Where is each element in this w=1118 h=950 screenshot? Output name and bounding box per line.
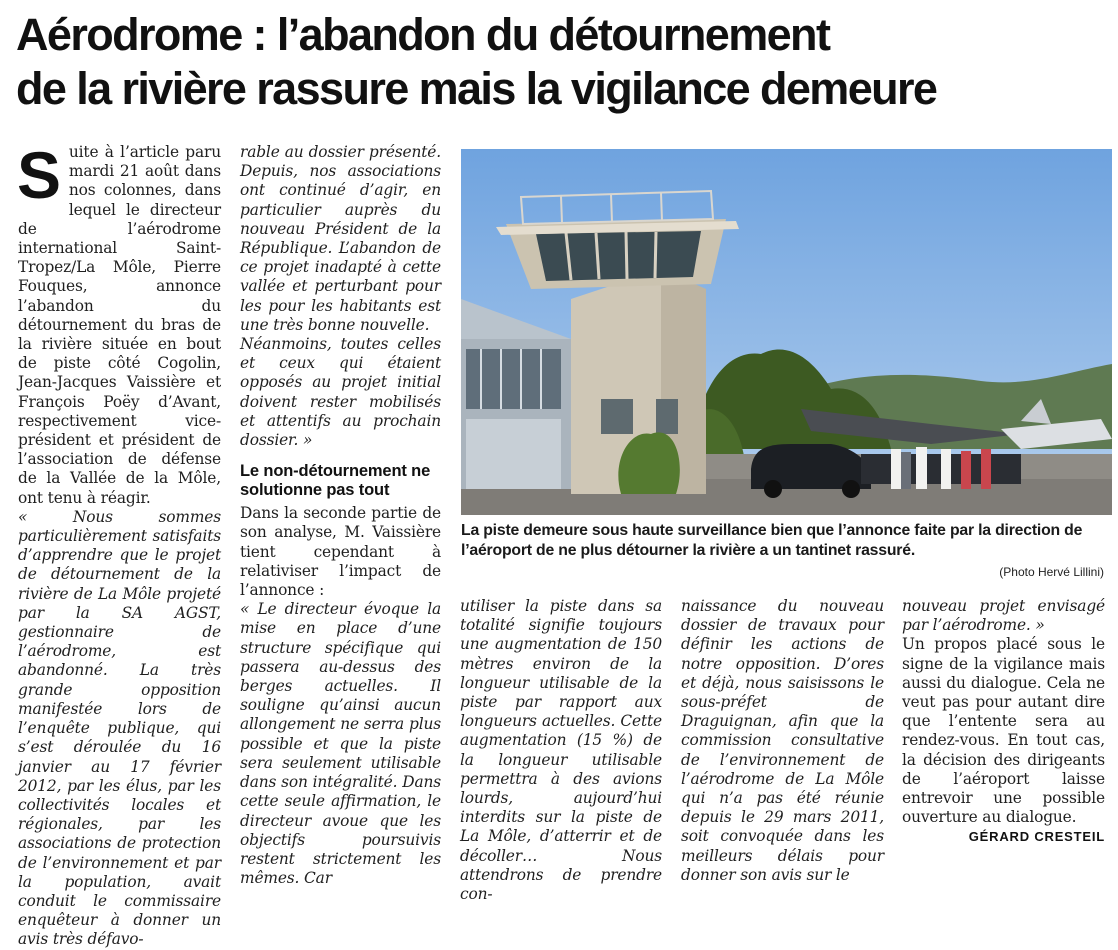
quote-paragraph-3-continued-2: naissance du nouveau dossier de travaux pour définir les actions de notre opposition. D’ores et déjà, nous saisissons le sous-préfet de Draguignan, afin que la commission consultative de l’environnement de l’aérodrome de La Môle qui n’a pas été réunie depuis le 29 mars 2011, soit convoquée dans les meilleurs délais pour donner son avis sur le — [681, 597, 884, 884]
article-column-5 — [902, 597, 1105, 847]
subheading: Le non-détournement ne solutionne pas tout — [240, 462, 431, 500]
analysis-paragraph: Dans la seconde partie de son analyse, M. Vaissière tient cependant à relativiser l’impact de l’annonce : — [240, 504, 441, 600]
quote-paragraph-1: « Nous sommes particulièrement satisfaits d’apprendre que le projet de détournement de la rivière de La Môle projeté par la SA AGST, gestionnaire de l’aérodrome, est abandonné. La très grande opposition manifestée lors de l’enquête publique, qui s’est déroulée du 16 janvier au 17 février 2012, par les élus, par les collectivités locales et régionales, par les associations de protection de l’environnement et par la population, avait conduit le commissaire enquêteur à donner un avis très défavo- — [18, 507, 221, 949]
photo-credit: (Photo Hervé Lillini) — [999, 565, 1104, 579]
quote-paragraph-3-continued: utiliser la piste dans sa totalité signifie toujours une augmentation de 150 mètres environ de la longueur utilisable de la piste par rapport aux longueurs actuelles. Cette augmentation (15 %) de la longueur utilisable permettra à des avions lourds, aujourd’hui interdits sur la piste de La Môle, d’atterrir et de décoller… Nous attendrons de prendre con- — [460, 597, 662, 904]
headline — [16, 8, 1114, 116]
photo-caption: La piste demeure sous haute surveillance bien que l’annonce faite par la direction de l’aéroport de ne plus détourner la rivière a un tantinet rassuré. — [461, 522, 1083, 559]
photo-illustration — [461, 149, 1112, 515]
headline-line-1: Aérodrome : l’abandon du détournement — [16, 9, 830, 60]
quote-paragraph-3-end: nouveau projet envisagé par l’aérodrome. » — [902, 597, 1105, 635]
control-tower-photo — [461, 149, 1112, 515]
quote-paragraph-2: Néanmoins, toutes celles et ceux qui étaient opposés au projet initial doivent rester mobilisés et attentifs au prochain dossier. » — [240, 335, 441, 450]
dropcap-letter: S — [17, 138, 61, 212]
quote-paragraph-1-continued: rable au dossier présenté. Depuis, nos associations ont continué d’agir, en particulier auprès du nouveau Président de la République. L’abandon de ce projet inadapté à cette vallée et perturbant pour les pour les habitants est une très bonne nouvelle. — [240, 143, 441, 334]
article-column-1 — [17, 138, 221, 950]
closing-paragraph: Un propos placé sous le signe de la vigilance mais aussi du dialogue. Cela ne veut pas pour autant dire que l’entente sera au rendez-vous. En tout cas, la décision des dirigeants de l’aéroport laisse entrevoir une possible ouverture au dialogue. — [902, 635, 1105, 827]
quote-paragraph-3: « Le directeur évoque la mise en place d’une structure spécifique qui passera au-dessus des berges actuelles. Il souligne qu’ainsi aucun allongement ne serra plus possible et que la piste sera seulement utilisable dans son intégralité. Dans cette seule affirmation, le directeur avoue que les objectifs poursuivis restent strictement les mêmes. Car — [240, 600, 441, 888]
headline-line-2: de la rivière rassure mais la vigilance demeure — [16, 63, 937, 114]
article-column-4 — [681, 597, 884, 885]
article-column-3 — [460, 597, 662, 904]
author-signature: GÉRARD CRESTEIL — [968, 829, 1105, 845]
article-column-2 — [240, 143, 441, 888]
intro-paragraph: uite à l’article paru mardi 21 août dans nos colonnes, dans lequel le directeur de l’aérodrome international Saint-Tropez/La Môle, Pierre Fouques, annonce l’abandon du détournement du bras de la rivière située en bout de piste côté Cogolin, Jean-Jacques Vaissière et François Poëy d’Avant, respectivement vice-président et président de l’association de défense de la Vallée de la Môle, ont tenu à réagir. — [18, 143, 221, 507]
